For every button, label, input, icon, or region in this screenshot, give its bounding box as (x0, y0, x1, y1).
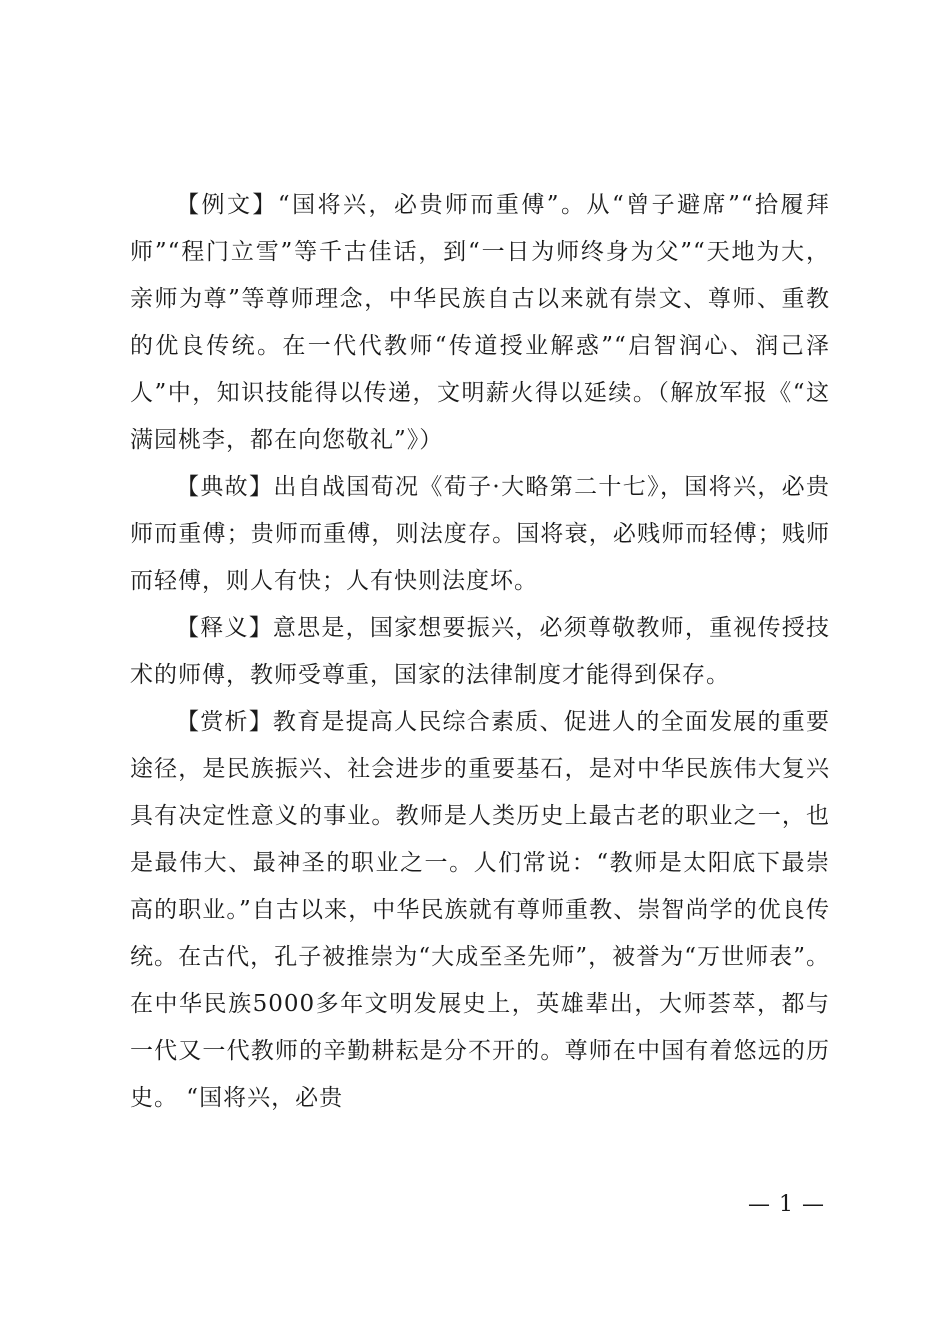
document-body (130, 182, 830, 1122)
paragraph-appreciation: 【赏析】教育是提高人民综合素质、促进人的全面发展的重要途径，是民族振兴、社会进步的重要基石，是对中华民族伟大复兴具有决定性意义的事业。教师是人类历史上最古老的职业之一，也是最伟大、最神圣的职业之一。人们常说：“教师是太阳底下最崇高的职业。”自古以来，中华民族就有尊师重教、崇智尚学的优良传统。在古代，孔子被推崇为“大成至圣先师”，被誉为“万世师表”。在中华民族5000多年文明发展史上，英雄辈出，大师荟萃，都与一代又一代教师的辛勤耕耘是分不开的。尊师在中国有着悠远的历史。 “国将兴，必贵 (130, 709, 830, 1111)
page-number: — 1 — (748, 1192, 825, 1217)
paragraph-example: 【例文】“国将兴，必贵师而重傅”。从“曾子避席”“拾履拜师”“程门立雪”等千古佳话，到“一日为师终身为父”“天地为大，亲师为尊”等尊师理念，中华民族自古以来就有崇文、尊师、重教的优良传统。在一代代教师“传道授业解惑”“启智润心、润己泽人”中，知识技能得以传递，文明薪火得以延续。（解放军报《“这满园桃李，都在向您敬礼”》） (130, 192, 830, 453)
paragraph-interpretation: 【释义】意思是，国家想要振兴，必须尊敬教师，重视传授技术的师傅，教师受尊重，国家的法律制度才能得到保存。 (130, 615, 830, 688)
paragraph-allusion: 【典故】出自战国荀况《荀子·大略第二十七》，国将兴，必贵师而重傅；贵师而重傅，则法度存。国将衰，必贱师而轻傅；贱师而轻傅，则人有快；人有快则法度坏。 (130, 474, 830, 594)
